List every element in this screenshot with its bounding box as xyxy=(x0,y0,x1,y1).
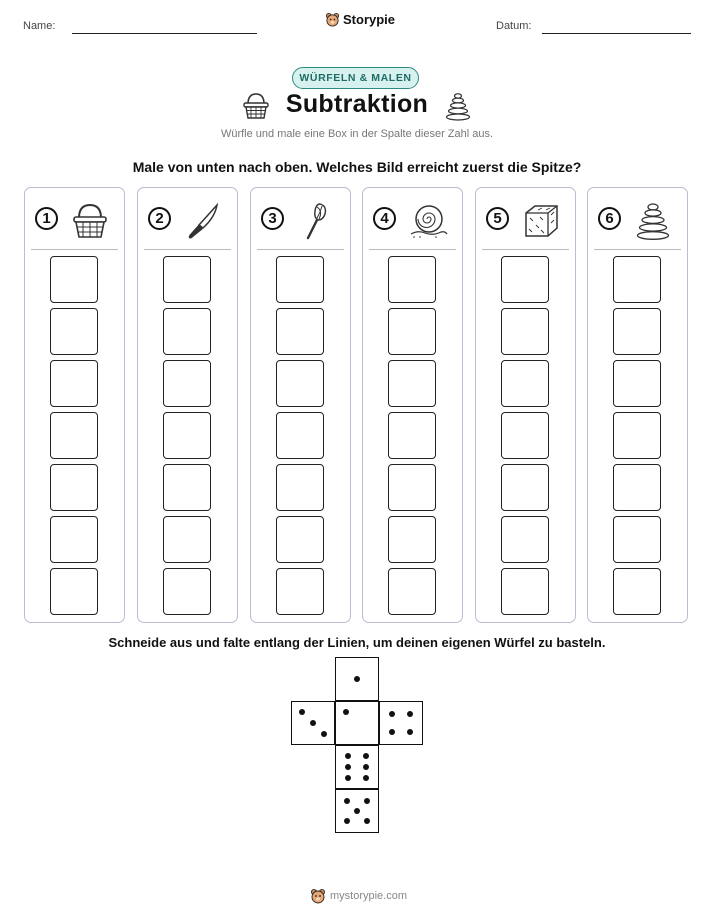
column-5 xyxy=(475,187,576,623)
activity-badge: WÜRFELN & MALEN xyxy=(292,67,419,89)
dice-face-5 xyxy=(335,789,379,833)
hay-bale-icon xyxy=(521,201,561,241)
date-label: Datum: xyxy=(496,20,532,32)
main-instruction: Male von unten nach oben. Welches Bild erreicht zuerst die Spitze? xyxy=(132,159,582,175)
knife-icon xyxy=(183,201,223,241)
color-box[interactable] xyxy=(388,412,436,459)
color-box[interactable] xyxy=(163,412,211,459)
dice-face-4 xyxy=(379,701,423,745)
color-box[interactable] xyxy=(276,464,324,511)
brand-logo xyxy=(325,12,395,27)
subtitle: Würfle und male eine Box in der Spalte dieser Zahl aus. xyxy=(220,128,494,140)
color-box[interactable] xyxy=(50,516,98,563)
color-box[interactable] xyxy=(501,360,549,407)
dice-face-1 xyxy=(335,701,379,745)
cut-instruction: Schneide aus und falte entlang der Linien, um deinen eigenen Würfel zu basteln. xyxy=(108,635,606,650)
column-2 xyxy=(137,187,238,623)
color-box[interactable] xyxy=(276,568,324,615)
color-box[interactable] xyxy=(613,308,661,355)
color-box[interactable] xyxy=(388,568,436,615)
color-box[interactable] xyxy=(276,256,324,303)
name-line[interactable] xyxy=(72,33,257,34)
color-box[interactable] xyxy=(388,516,436,563)
color-box[interactable] xyxy=(276,308,324,355)
color-box[interactable] xyxy=(50,464,98,511)
footer-url[interactable]: mystorypie.com xyxy=(330,890,408,902)
stacked-stones-icon xyxy=(633,201,673,241)
column-number: 2 xyxy=(148,207,171,230)
color-box[interactable] xyxy=(388,256,436,303)
color-box[interactable] xyxy=(276,360,324,407)
color-box[interactable] xyxy=(501,256,549,303)
bear-icon xyxy=(310,888,326,904)
column-6 xyxy=(587,187,688,623)
column-number: 4 xyxy=(373,207,396,230)
color-box[interactable] xyxy=(163,568,211,615)
name-label: Name: xyxy=(23,20,56,32)
column-number: 3 xyxy=(261,207,284,230)
color-box[interactable] xyxy=(501,568,549,615)
color-box[interactable] xyxy=(163,464,211,511)
dice-face-6 xyxy=(335,745,379,789)
column-4 xyxy=(362,187,463,623)
brand-name: Storypie xyxy=(343,12,396,27)
color-box[interactable] xyxy=(50,412,98,459)
color-box[interactable] xyxy=(276,412,324,459)
dice-face-1 xyxy=(335,657,379,701)
color-box[interactable] xyxy=(163,360,211,407)
color-box[interactable] xyxy=(613,516,661,563)
date-line[interactable] xyxy=(542,33,691,34)
bear-icon xyxy=(325,12,340,27)
color-box[interactable] xyxy=(388,308,436,355)
column-number: 1 xyxy=(35,207,58,230)
color-box[interactable] xyxy=(50,308,98,355)
stacked-stones-icon xyxy=(444,91,472,121)
whisk-icon xyxy=(296,201,336,241)
color-box[interactable] xyxy=(613,568,661,615)
page-title: Subtraktion xyxy=(285,90,429,118)
color-box[interactable] xyxy=(501,412,549,459)
color-box[interactable] xyxy=(613,412,661,459)
color-box[interactable] xyxy=(501,516,549,563)
color-box[interactable] xyxy=(276,516,324,563)
snail-shell-icon xyxy=(408,201,448,241)
color-box[interactable] xyxy=(388,464,436,511)
color-box[interactable] xyxy=(613,464,661,511)
color-box[interactable] xyxy=(388,360,436,407)
color-box[interactable] xyxy=(501,308,549,355)
column-1 xyxy=(24,187,125,623)
footer xyxy=(310,888,407,904)
color-box[interactable] xyxy=(50,568,98,615)
color-box[interactable] xyxy=(501,464,549,511)
column-3 xyxy=(250,187,351,623)
color-box[interactable] xyxy=(50,256,98,303)
basket-icon xyxy=(70,201,110,241)
color-box[interactable] xyxy=(163,256,211,303)
dice-face-3 xyxy=(291,701,335,745)
column-number: 5 xyxy=(486,207,509,230)
color-box[interactable] xyxy=(163,308,211,355)
column-number: 6 xyxy=(598,207,621,230)
color-box[interactable] xyxy=(50,360,98,407)
color-box[interactable] xyxy=(613,256,661,303)
color-box[interactable] xyxy=(163,516,211,563)
color-box[interactable] xyxy=(613,360,661,407)
